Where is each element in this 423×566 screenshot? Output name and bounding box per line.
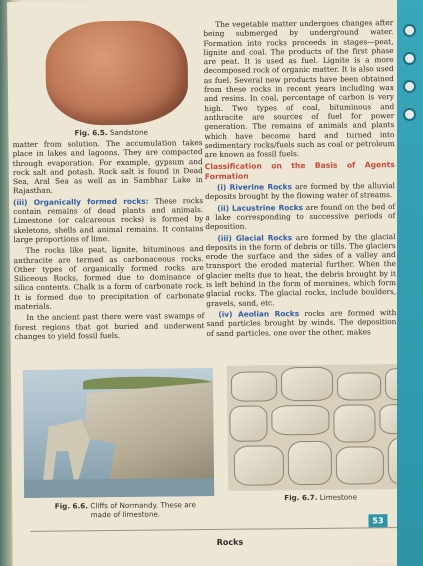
- riverine-para: (i) Riverine Rocks are formed by the alluvial deposits brought by the flowing water of streams.: [205, 181, 396, 202]
- fig-cliffs-caption: Fig. 6.6. Cliffs of Normandy. These are made of limestone.: [54, 500, 196, 520]
- glacial-para: (iii) Glacial Rocks are formed by the glacial deposits in the form of debris or tills. The glaciers erode the surface and the sides of a valley and transport the eroded material further. When the glacier melts due to heat, the debris brought by it is left behind in the form of moraines, which form glacial rocks. The glacial rocks, include boulders, gravels, sand, etc.: [205, 231, 397, 308]
- section-heading: Classification on the Basis of Agents Formation: [204, 160, 395, 181]
- binder-hole: [403, 108, 416, 121]
- footer-title: Rocks: [216, 537, 244, 547]
- left-para-2: (iii) Organically formed rocks: These rocks contain remains of dead plants and animals. Limestone (or calcareous rocks) is formed by skeletons, shells and animal remains. It contains large proportions of lime.: [13, 195, 204, 245]
- textbook-page: [7, 0, 416, 566]
- lacustrine-para: (ii) Lacustrine Rocks are found on the bed of a lake corresponding to successive periods of deposition.: [205, 201, 396, 232]
- left-column: [12, 138, 204, 343]
- binder-hole: [403, 52, 416, 65]
- left-para-4: In the ancient past there were vast swamps of forest regions that got buried and underwent changes to yield fossil fuels.: [14, 311, 205, 342]
- cliffs-photo: [23, 368, 214, 498]
- limestone-photo: [227, 364, 423, 491]
- fig-sandstone-caption: Fig. 6.5. Sandstone: [74, 127, 149, 138]
- page-number: 53: [368, 514, 387, 527]
- right-column: [203, 18, 396, 340]
- left-para-3: The rocks like peat, lignite, bituminous and anthracite are termed as carbonaceous rocks. Other types of organically formed rocks are Siliceous Rocks, formed due to dominance of silica contents. Chalk is a form of carbonate rock. It is formed due to precipitation of carbonate materials.: [13, 244, 205, 312]
- left-para-1: matter from solution. The accumulation takes place in lakes and lagoons. They are compacted through evaporation. For example, gypsum and rock salt and potash. Rock salt is found in Dead Sea, Aral Sea as well as in Sambhar Lake in Rajasthan.: [12, 138, 203, 196]
- right-para-1: The vegetable matter undergoes changes after being submerged by underground water. Formation into rocks proceeds in stages—peat, lignite and coal. The products of the first phase are peat. It is used as fuel. Lignite is a more decomposed rock of organic matter. It is also used as fuel. Several new products have been obtained from these rocks in recent years including wax and resins. In coal, percentage of carbon is very high. Two types of coal, bituminous and anthracite are sources of fuel for power generation. The remains of animals and plants which have become hard and turned into sedimentary rocks/fuels such as coal or petroleum are known as fossil fuels.: [203, 18, 395, 160]
- binder-hole: [403, 80, 416, 93]
- aeolian-para: (iv) Aeolian Rocks rocks are formed with sand particles brought by winds. The deposition of sand particles, one over the other, makes: [206, 307, 397, 338]
- sandstone-photo: [45, 20, 188, 125]
- footer-rule: [31, 527, 403, 532]
- binder-hole: [403, 24, 416, 37]
- binder-strip: [397, 0, 423, 566]
- fig-limestone-caption: Fig. 6.7. Limestone: [284, 492, 358, 503]
